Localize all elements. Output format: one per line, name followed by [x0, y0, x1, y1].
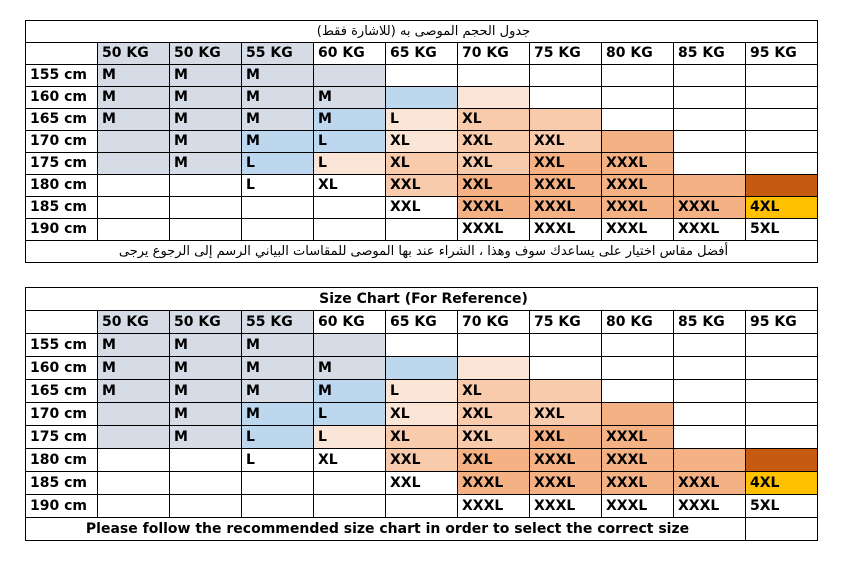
size-cell — [602, 334, 674, 357]
header-corner-cell — [26, 311, 98, 334]
size-cell — [98, 449, 170, 472]
size-cell: M — [170, 380, 242, 403]
size-cell — [746, 109, 818, 131]
size-cell — [746, 357, 818, 380]
size-cell: M — [170, 334, 242, 357]
size-cell — [530, 87, 602, 109]
size-cell: M — [170, 153, 242, 175]
size-cell: XXL — [530, 153, 602, 175]
size-cell — [602, 87, 674, 109]
weight-header: 80 KG — [602, 43, 674, 65]
size-cell: XL — [314, 175, 386, 197]
size-cell: XXXL — [458, 495, 530, 518]
size-cell — [170, 175, 242, 197]
size-cell — [674, 380, 746, 403]
size-cell: M — [314, 109, 386, 131]
size-cell — [746, 87, 818, 109]
size-cell: XXXL — [602, 175, 674, 197]
table-row — [26, 109, 818, 131]
height-label: 165 cm — [26, 109, 98, 131]
size-cell — [674, 109, 746, 131]
size-cell: XXXL — [602, 472, 674, 495]
size-cell: M — [170, 357, 242, 380]
size-cell: XXL — [458, 449, 530, 472]
size-cell — [314, 472, 386, 495]
size-cell: M — [242, 357, 314, 380]
weight-header: 55 KG — [242, 311, 314, 334]
size-cell — [746, 380, 818, 403]
height-label: 170 cm — [26, 403, 98, 426]
size-cell — [674, 153, 746, 175]
size-cell: XXXL — [530, 197, 602, 219]
size-cell: 5XL — [746, 219, 818, 241]
size-cell: M — [242, 334, 314, 357]
size-cell: XXXL — [530, 472, 602, 495]
size-cell: L — [386, 380, 458, 403]
size-cell — [242, 472, 314, 495]
size-cell: XXL — [458, 175, 530, 197]
size-cell: XXL — [458, 403, 530, 426]
weight-header-row — [26, 43, 818, 65]
chart-title: جدول الحجم الموصى به (للاشارة فقط) — [26, 21, 818, 43]
size-cell: M — [170, 87, 242, 109]
size-cell — [746, 131, 818, 153]
table-row — [26, 153, 818, 175]
table-row — [26, 495, 818, 518]
size-chart-english — [25, 287, 818, 541]
size-cell: XL — [386, 131, 458, 153]
size-cell — [386, 495, 458, 518]
size-cell — [458, 65, 530, 87]
size-cell: XXL — [386, 197, 458, 219]
size-cell — [314, 197, 386, 219]
size-cell: XXXL — [530, 175, 602, 197]
size-cell — [746, 153, 818, 175]
size-cell: XXXL — [674, 495, 746, 518]
size-cell — [458, 334, 530, 357]
size-cell — [98, 426, 170, 449]
size-cell: XXL — [458, 131, 530, 153]
size-cell: XXXL — [602, 219, 674, 241]
size-cell: M — [98, 65, 170, 87]
size-cell — [98, 197, 170, 219]
table-row — [26, 403, 818, 426]
size-cell: M — [98, 380, 170, 403]
size-cell: M — [242, 109, 314, 131]
size-cell: XXXL — [530, 449, 602, 472]
height-label: 190 cm — [26, 495, 98, 518]
size-cell — [98, 175, 170, 197]
height-label: 190 cm — [26, 219, 98, 241]
size-cell — [98, 219, 170, 241]
size-cell — [746, 65, 818, 87]
size-cell — [170, 449, 242, 472]
height-label: 160 cm — [26, 357, 98, 380]
height-label: 185 cm — [26, 472, 98, 495]
size-cell: L — [314, 426, 386, 449]
size-cell — [170, 472, 242, 495]
size-cell: XXL — [458, 153, 530, 175]
size-cell: 4XL — [746, 197, 818, 219]
chart-note: أفضل مقاس اختيار على يساعدك سوف وهذا ، الشراء عند بها الموصى للمقاسات البياني الرسم إلى الرجوع يرجى — [26, 241, 818, 263]
size-cell — [386, 65, 458, 87]
table-row — [26, 87, 818, 109]
size-cell — [386, 334, 458, 357]
size-cell: XXXL — [602, 449, 674, 472]
table-row — [26, 449, 818, 472]
size-cell — [602, 403, 674, 426]
height-label: 165 cm — [26, 380, 98, 403]
height-label: 180 cm — [26, 175, 98, 197]
weight-header: 75 KG — [530, 43, 602, 65]
height-label: 155 cm — [26, 65, 98, 87]
size-cell: XXL — [530, 426, 602, 449]
size-cell — [530, 65, 602, 87]
size-cell: L — [386, 109, 458, 131]
size-cell: XXXL — [674, 219, 746, 241]
weight-header: 95 KG — [746, 311, 818, 334]
size-cell — [602, 357, 674, 380]
size-cell — [314, 334, 386, 357]
size-cell — [530, 357, 602, 380]
size-cell — [674, 426, 746, 449]
size-cell: M — [98, 109, 170, 131]
size-cell — [674, 87, 746, 109]
weight-header: 60 KG — [314, 311, 386, 334]
size-cell — [674, 175, 746, 197]
height-label: 155 cm — [26, 334, 98, 357]
size-cell — [674, 65, 746, 87]
table-row — [26, 197, 818, 219]
size-cell: XXXL — [530, 219, 602, 241]
size-cell — [674, 403, 746, 426]
size-cell: 4XL — [746, 472, 818, 495]
size-cell — [602, 380, 674, 403]
table-row — [26, 472, 818, 495]
size-cell: M — [314, 380, 386, 403]
size-cell — [314, 65, 386, 87]
table-row — [26, 380, 818, 403]
weight-header: 85 KG — [674, 311, 746, 334]
size-cell: XL — [458, 380, 530, 403]
size-cell — [458, 87, 530, 109]
size-cell: XXL — [386, 472, 458, 495]
size-cell: M — [98, 334, 170, 357]
size-cell — [386, 357, 458, 380]
height-label: 160 cm — [26, 87, 98, 109]
size-cell: XL — [314, 449, 386, 472]
size-cell — [746, 449, 818, 472]
weight-header: 50 KG — [98, 311, 170, 334]
size-cell — [98, 472, 170, 495]
size-cell: L — [242, 153, 314, 175]
size-cell: M — [242, 380, 314, 403]
size-cell: XXL — [386, 449, 458, 472]
size-cell: XXXL — [458, 197, 530, 219]
table-row — [26, 357, 818, 380]
size-cell: M — [98, 87, 170, 109]
height-label: 170 cm — [26, 131, 98, 153]
size-cell: L — [242, 449, 314, 472]
table-row — [26, 426, 818, 449]
weight-header: 50 KG — [170, 311, 242, 334]
weight-header: 65 KG — [386, 311, 458, 334]
size-cell: XL — [458, 109, 530, 131]
size-cell: XXXL — [674, 197, 746, 219]
size-cell: M — [242, 403, 314, 426]
size-cell: M — [170, 426, 242, 449]
size-cell — [674, 334, 746, 357]
size-cell — [386, 219, 458, 241]
size-cell: M — [98, 357, 170, 380]
table-row — [26, 219, 818, 241]
size-cell — [314, 495, 386, 518]
size-cell — [746, 334, 818, 357]
size-cell: XXXL — [530, 495, 602, 518]
size-cell: L — [314, 403, 386, 426]
size-cell: XXXL — [602, 426, 674, 449]
size-cell: XXXL — [458, 219, 530, 241]
height-label: 185 cm — [26, 197, 98, 219]
size-cell: M — [314, 87, 386, 109]
size-cell — [602, 109, 674, 131]
table-row — [26, 175, 818, 197]
size-cell: XXL — [530, 403, 602, 426]
size-cell — [746, 426, 818, 449]
size-cell: M — [170, 131, 242, 153]
size-cell: XL — [386, 426, 458, 449]
size-cell — [602, 131, 674, 153]
size-cell — [242, 495, 314, 518]
weight-header: 65 KG — [386, 43, 458, 65]
size-cell: M — [314, 357, 386, 380]
size-cell — [746, 403, 818, 426]
size-cell — [530, 380, 602, 403]
height-label: 175 cm — [26, 153, 98, 175]
size-cell — [674, 357, 746, 380]
size-cell — [242, 197, 314, 219]
weight-header: 70 KG — [458, 43, 530, 65]
header-corner-cell — [26, 43, 98, 65]
size-cell: XL — [386, 153, 458, 175]
weight-header: 55 KG — [242, 43, 314, 65]
size-cell: XL — [386, 403, 458, 426]
size-cell — [386, 87, 458, 109]
size-cell: XXXL — [602, 153, 674, 175]
weight-header: 50 KG — [98, 43, 170, 65]
size-cell: M — [170, 403, 242, 426]
size-cell: XXXL — [602, 495, 674, 518]
size-cell: XXL — [530, 131, 602, 153]
size-cell — [98, 153, 170, 175]
size-cell — [98, 403, 170, 426]
size-cell: XXXL — [674, 472, 746, 495]
size-cell: M — [242, 131, 314, 153]
size-cell — [242, 219, 314, 241]
weight-header: 80 KG — [602, 311, 674, 334]
table-row — [26, 65, 818, 87]
size-cell: L — [242, 175, 314, 197]
size-cell: L — [314, 153, 386, 175]
size-cell — [170, 495, 242, 518]
empty-cell — [746, 518, 818, 541]
size-cell — [170, 219, 242, 241]
weight-header: 75 KG — [530, 311, 602, 334]
weight-header: 60 KG — [314, 43, 386, 65]
size-cell — [314, 219, 386, 241]
size-chart-arabic — [25, 20, 818, 263]
size-cell — [98, 131, 170, 153]
weight-header-row — [26, 311, 818, 334]
size-cell — [674, 131, 746, 153]
weight-header: 85 KG — [674, 43, 746, 65]
weight-header: 70 KG — [458, 311, 530, 334]
table-row — [26, 131, 818, 153]
size-cell — [530, 334, 602, 357]
chart-title: Size Chart (For Reference) — [26, 288, 818, 311]
size-cell: M — [170, 65, 242, 87]
chart-note: Please follow the recommended size chart in order to select the correct size — [26, 518, 746, 541]
weight-header: 50 KG — [170, 43, 242, 65]
size-cell — [530, 109, 602, 131]
size-cell — [170, 197, 242, 219]
size-cell — [458, 357, 530, 380]
size-cell: M — [242, 65, 314, 87]
size-cell: XXXL — [458, 472, 530, 495]
size-cell — [98, 495, 170, 518]
size-cell: M — [170, 109, 242, 131]
size-cell: M — [242, 87, 314, 109]
size-cell: XXL — [386, 175, 458, 197]
size-cell: XXL — [458, 426, 530, 449]
size-cell: 5XL — [746, 495, 818, 518]
size-cell — [602, 65, 674, 87]
weight-header: 95 KG — [746, 43, 818, 65]
size-cell: L — [314, 131, 386, 153]
size-cell: L — [242, 426, 314, 449]
table-row — [26, 334, 818, 357]
height-label: 175 cm — [26, 426, 98, 449]
size-cell — [674, 449, 746, 472]
height-label: 180 cm — [26, 449, 98, 472]
size-cell: XXXL — [602, 197, 674, 219]
size-cell — [746, 175, 818, 197]
